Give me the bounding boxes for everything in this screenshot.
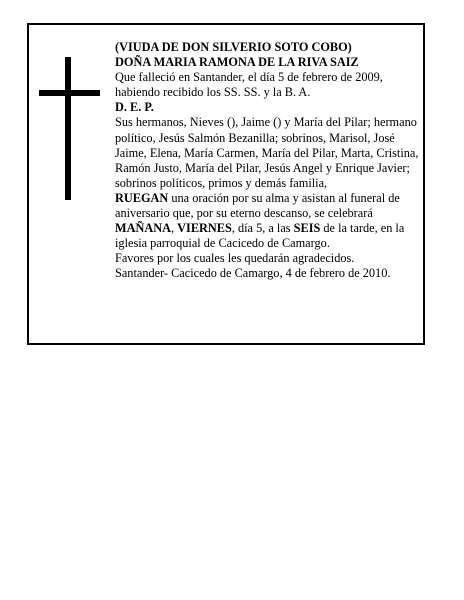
death-announcement: Que falleció en Santander, el día 5 de febrero de 2009, habiendo recibido los SS. SS. y la B. A. xyxy=(115,70,383,100)
obituary-text xyxy=(115,40,427,282)
cross-icon xyxy=(39,57,100,200)
thanks-line: Favores por los cuales les quedarán agradecidos. xyxy=(115,251,355,266)
manana-word: MAÑANA xyxy=(115,221,172,236)
obituary-notice xyxy=(27,23,425,345)
widow-line: (VIUDA DE DON SILVERIO SOTO COBO) xyxy=(115,40,352,54)
dep-line: D. E. P. xyxy=(115,100,154,115)
deceased-name: DOÑA MARIA RAMONA DE LA RIVA SAIZ xyxy=(115,55,359,70)
funeral-request xyxy=(115,191,427,251)
request-text-3: de la tarde, en la iglesia parroquial de Cacicedo de Camargo. xyxy=(115,221,405,251)
ruegan-word: RUEGAN xyxy=(115,190,169,205)
cross-vertical-bar xyxy=(65,57,71,200)
viernes-word: VIERNES xyxy=(177,221,232,236)
family-members: Sus hermanos, Nieves (), Jaime () y María del Pilar; hermano político, Jesús Salmón Bezanilla; sobrinos, Marisol, José Jaime, Elena, María Carmen, María del Pilar, Marta, Cristina, Ramón Justo, María del Pilar, Jesús Angel y Enrique Javier; sobrinos políticos, primos y demás familia, xyxy=(115,115,419,190)
request-text-2: , día 5, a las xyxy=(231,221,294,236)
request-comma: , xyxy=(171,221,178,236)
seis-word: SEIS xyxy=(293,221,321,236)
request-text-1: una oración por su alma y asistan al funeral de aniversario que, por su eterno descanso, se celebrará xyxy=(115,190,400,221)
cross-horizontal-bar xyxy=(39,90,100,96)
place-date-line: Santander- Cacicedo de Camargo, 4 de febrero de 2010. xyxy=(115,266,391,281)
